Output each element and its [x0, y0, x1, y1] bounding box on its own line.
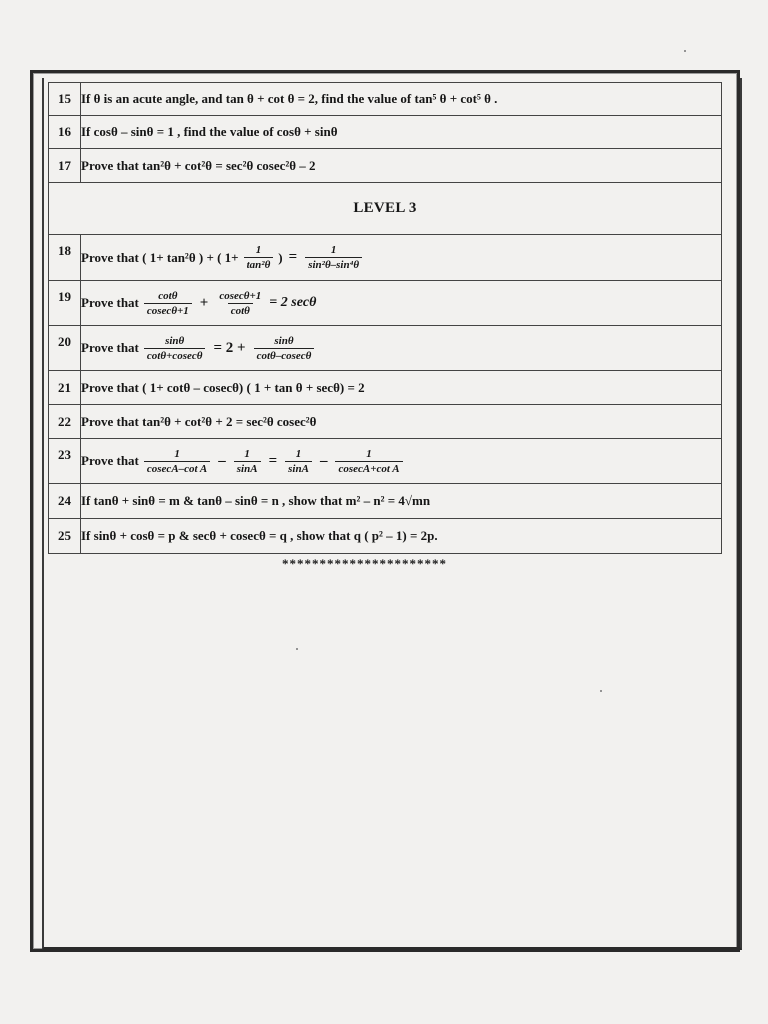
- numerator: 1: [295, 447, 302, 460]
- question-text: If sinθ + cosθ = p & secθ + cosecθ = q , show that q ( p² – 1) = 2p.: [81, 519, 722, 554]
- question-number: 20: [49, 326, 81, 371]
- question-text: If θ is an acute angle, and tan θ + cot θ = 2, find the value of tan⁵ θ + cot⁵ θ .: [81, 83, 722, 116]
- speck: [684, 50, 686, 52]
- middle-term: = 2 +: [213, 339, 246, 356]
- question-row: [49, 371, 722, 405]
- numerator: 1: [330, 244, 337, 256]
- question-row: [49, 519, 722, 554]
- question-row: [49, 149, 722, 183]
- end-of-questions-stars: **********************: [282, 556, 447, 571]
- question-row: [49, 83, 722, 116]
- equals-sign: =: [288, 249, 298, 265]
- denominator: cotθ+cosecθ: [144, 348, 206, 362]
- question-row: [49, 235, 722, 281]
- numerator: cosecθ+1: [219, 289, 262, 302]
- question-lead: Prove that ( 1+ tan²θ ) + ( 1+: [81, 249, 239, 265]
- denominator: tan²θ: [244, 257, 274, 271]
- numerator: cotθ: [158, 289, 178, 302]
- numerator: 1: [174, 447, 180, 460]
- fraction: [254, 335, 315, 362]
- fraction: [285, 448, 312, 475]
- question-text: If tanθ + sinθ = m & tanθ – sinθ = n , show that m² – n² = 4√mn: [81, 484, 722, 519]
- question-row: [49, 484, 722, 519]
- fraction: [144, 335, 206, 362]
- fraction: [335, 448, 402, 475]
- level-row: [49, 183, 722, 235]
- question-table: [48, 82, 722, 554]
- question-number: 23: [49, 439, 81, 484]
- question-row: [49, 439, 722, 484]
- numerator: 1: [255, 244, 262, 256]
- question-row: [49, 281, 722, 326]
- level-heading: LEVEL 3: [49, 183, 722, 235]
- speck: [296, 648, 298, 650]
- operator: =: [268, 452, 278, 469]
- numerator: sinθ: [274, 334, 294, 347]
- question-number: 25: [49, 519, 81, 554]
- denominator: sin²θ–sin⁴θ: [305, 257, 362, 271]
- numerator: sinθ: [165, 334, 185, 347]
- question-number: 17: [49, 149, 81, 183]
- denominator: cosecA+cot A: [335, 461, 402, 475]
- question-number: 18: [49, 235, 81, 281]
- speck: [600, 690, 602, 692]
- denominator: cosecθ+1: [144, 303, 192, 317]
- question-number: 16: [49, 116, 81, 149]
- question-row: [49, 405, 722, 439]
- fraction: [234, 448, 261, 475]
- question-number: 19: [49, 281, 81, 326]
- numerator: 1: [366, 447, 372, 460]
- denominator: cotθ–cosecθ: [254, 348, 315, 362]
- right-hand-side: = 2 secθ: [269, 295, 317, 310]
- plus-sign: +: [199, 294, 209, 311]
- question-lead: Prove that: [81, 453, 139, 468]
- question-row: [49, 326, 722, 371]
- fraction: [216, 290, 264, 317]
- numerator: 1: [244, 447, 250, 460]
- question-number: 21: [49, 371, 81, 405]
- fraction: [144, 290, 192, 317]
- question-number: 15: [49, 83, 81, 116]
- fraction: [144, 448, 210, 475]
- operator: –: [319, 452, 328, 469]
- operator: –: [218, 452, 226, 469]
- question-lead: Prove that: [81, 295, 139, 310]
- fraction: [305, 244, 362, 271]
- denominator: cotθ: [228, 303, 253, 317]
- fraction: [244, 244, 274, 271]
- question-number: 22: [49, 405, 81, 439]
- question-text: If cosθ – sinθ = 1 , find the value of cosθ + sinθ: [81, 116, 722, 149]
- question-text: Prove that tan²θ + cot²θ + 2 = sec²θ cosec²θ: [81, 405, 722, 439]
- question-text: Prove that ( 1+ cotθ – cosecθ) ( 1 + tan θ + secθ) = 2: [81, 371, 722, 405]
- question-number: 24: [49, 484, 81, 519]
- close-paren: ): [278, 249, 283, 265]
- denominator: sinA: [234, 461, 261, 475]
- question-text: Prove that tan²θ + cot²θ = sec²θ cosec²θ – 2: [81, 149, 722, 183]
- denominator: sinA: [285, 461, 312, 475]
- question-lead: Prove that: [81, 340, 139, 355]
- denominator: cosecA–cot A: [144, 461, 210, 475]
- question-row: [49, 116, 722, 149]
